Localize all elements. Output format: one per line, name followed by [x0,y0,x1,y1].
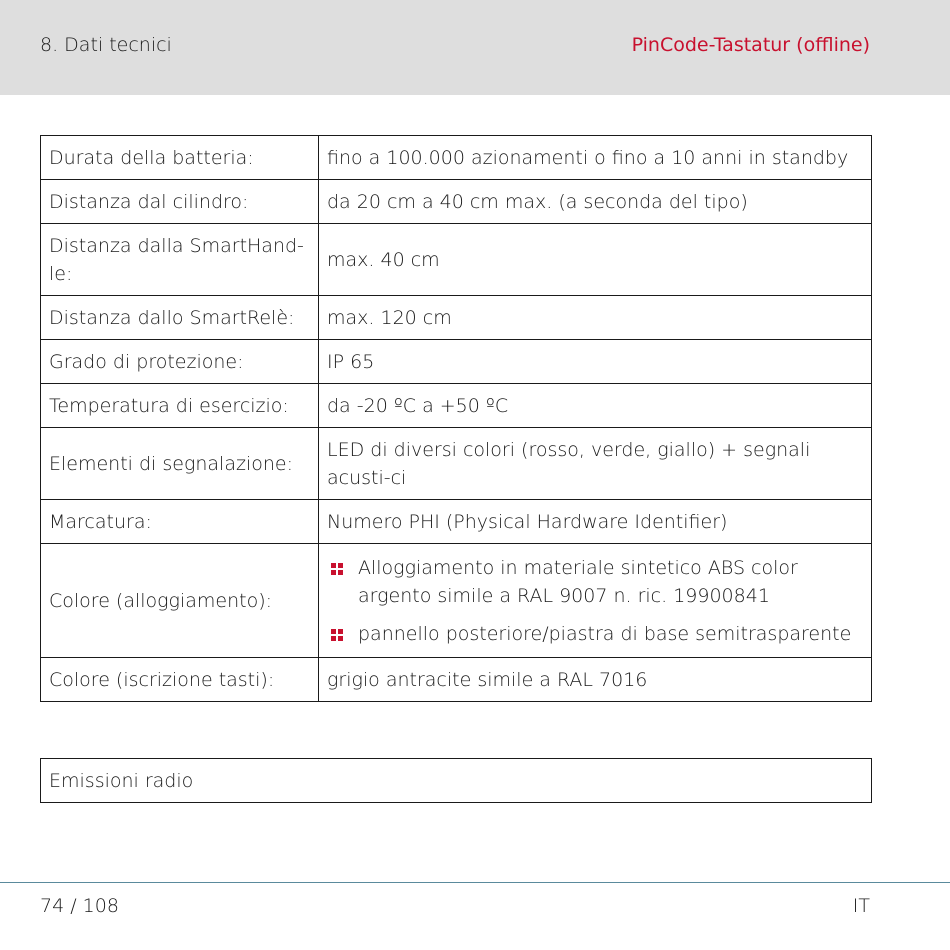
spec-label: Distanza dalla SmartHand-le: [41,224,319,296]
page-number: 74 / 108 [40,895,119,917]
list-item [327,620,863,648]
spec-value: da -20 ºC a +50 ºC [319,384,872,428]
spec-label: Marcatura: [41,500,319,544]
spec-value: Numero PHI (Physical Hardware Identifier) [319,500,872,544]
footer-divider [0,882,950,883]
specs-table [40,135,872,702]
spec-label: Distanza dallo SmartRelè: [41,296,319,340]
table-row [41,224,872,296]
spec-label: Temperatura di esercizio: [41,384,319,428]
spec-label: Colore (iscrizione tasti): [41,658,319,702]
table-row [41,340,872,384]
spec-label: Colore (alloggiamento): [41,544,319,658]
bullet-icon [331,629,343,641]
page-header [0,0,950,95]
spec-value: fino a 100.000 azionamenti o fino a 10 anni in standby [319,136,872,180]
spec-label: Durata della batteria: [41,136,319,180]
spec-value: IP 65 [319,340,872,384]
table-row [41,180,872,224]
spec-value: grigio antracite simile a RAL 7016 [319,658,872,702]
language-code: IT [852,895,870,917]
spec-label: Distanza dal cilindro: [41,180,319,224]
emissions-label: Emissioni radio [41,759,872,803]
table-row [41,428,872,500]
product-title: PinCode-Tastatur (offline) [631,34,870,56]
table-row [41,296,872,340]
spec-value-bullets [319,544,872,658]
spec-value: max. 120 cm [319,296,872,340]
spec-value: max. 40 cm [319,224,872,296]
bullet-text: Alloggiamento in materiale sintetico ABS color argento simile a RAL 9007 n. ric. 19900841 [358,556,798,607]
table-row [41,759,872,803]
table-row [41,384,872,428]
spec-label: Elementi di segnalazione: [41,428,319,500]
section-title: 8. Dati tecnici [40,34,172,56]
bullet-icon [331,563,343,575]
bullet-text: pannello posteriore/piastra di base semitrasparente [358,622,852,645]
spec-value: da 20 cm a 40 cm max. (a seconda del tipo) [319,180,872,224]
table-row [41,500,872,544]
emissions-table [40,758,872,803]
bullet-list [327,554,863,648]
list-item [327,554,863,610]
spec-label: Grado di protezione: [41,340,319,384]
spec-value: LED di diversi colori (rosso, verde, giallo) + segnali acusti-ci [319,428,872,500]
table-row [41,544,872,658]
table-row [41,658,872,702]
table-row [41,136,872,180]
